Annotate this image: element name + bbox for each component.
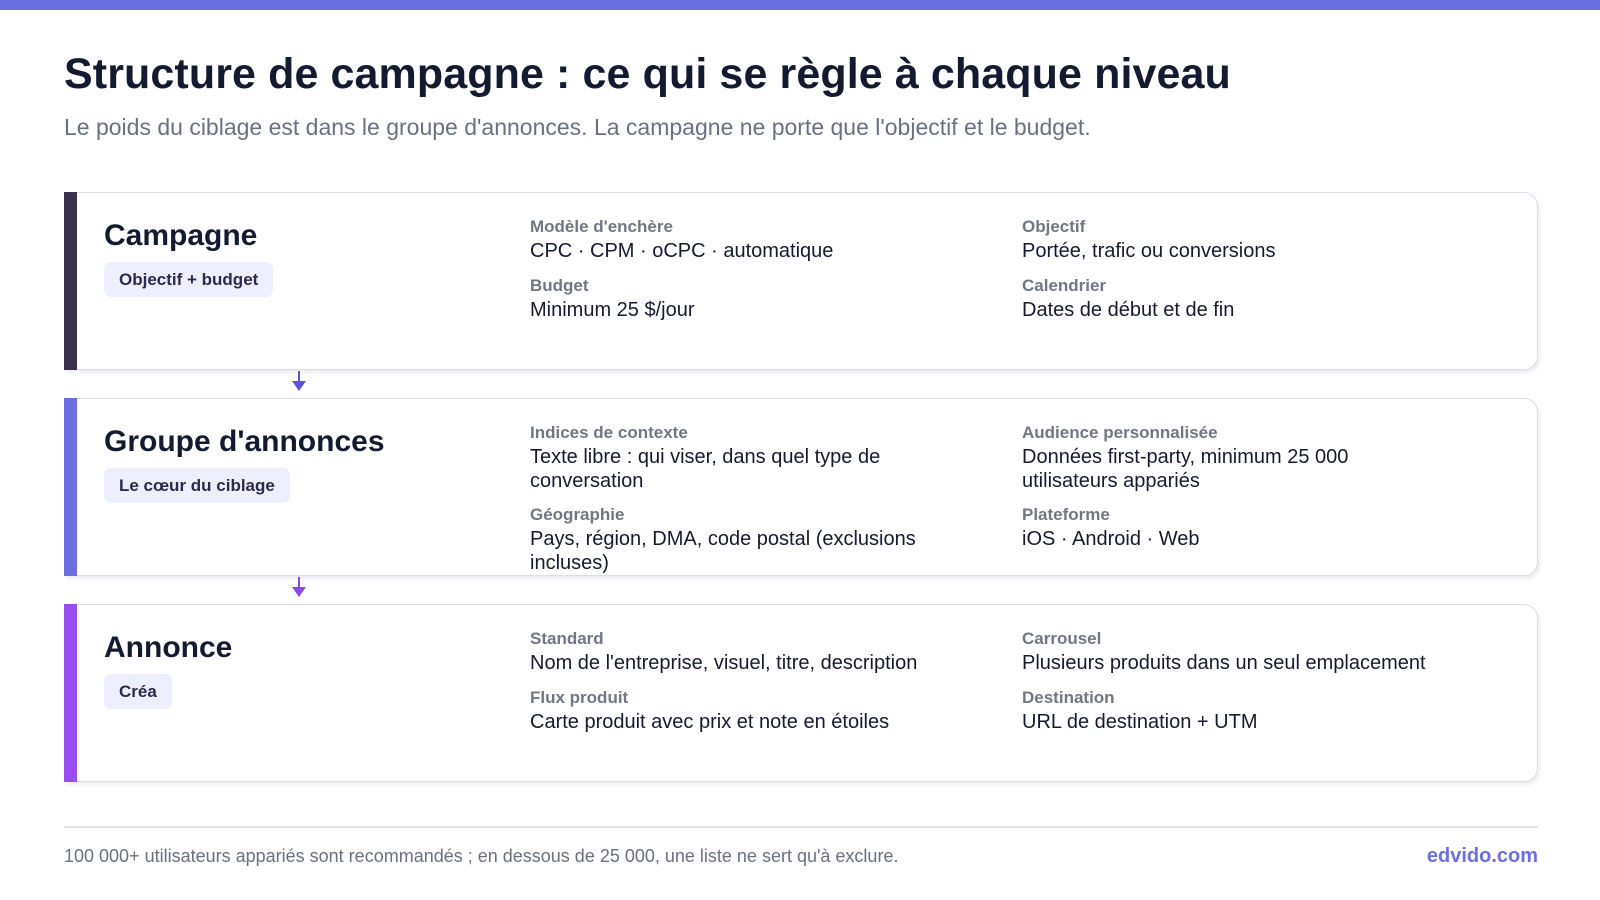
connector-arrowhead [292,381,306,391]
field-label: Indices de contexte [530,423,688,442]
field-label: Audience personnalisée [1022,423,1218,442]
field-product-feed [530,688,940,735]
level-title: Groupe d'annonces [104,425,385,458]
field-budget [530,276,940,323]
field-objective [1022,217,1432,264]
field-label: Modèle d'enchère [530,217,673,236]
level-card-groupe-annonces [64,398,1538,576]
field-label: Flux produit [530,688,629,707]
field-value: CPC · CPM · oCPC · automatique [530,240,834,262]
field-label: Objectif [1022,217,1086,236]
field-platform [1022,505,1432,552]
field-value: Texte libre : qui viser, dans quel type de conversation [530,446,881,492]
field-carousel [1022,629,1432,676]
field-standard [530,629,940,676]
field-bid-model [530,217,940,264]
field-label: Standard [530,629,604,648]
level-title: Annonce [104,631,233,664]
field-value: URL de destination + UTM [1022,711,1258,733]
field-value: Pays, région, DMA, code postal (exclusions incluses) [530,528,916,574]
level-card-annonce [64,604,1538,782]
level-accent-bar [64,192,77,370]
footer-note: 100 000+ utilisateurs appariés sont recommandés ; en dessous de 25 000, une liste ne sert qu'à exclure. [64,846,899,866]
level-card-campagne [64,192,1538,370]
field-context-signals [530,423,940,493]
field-label: Budget [530,276,589,295]
field-label: Carrousel [1022,629,1102,648]
page-subtitle: Le poids du ciblage est dans le groupe d'annonces. La campagne ne porte que l'objectif et le budget. [64,114,1091,140]
page-title: Structure de campagne : ce qui se règle à chaque niveau [64,50,1231,98]
field-label: Destination [1022,688,1115,707]
field-value: Carte produit avec prix et note en étoiles [530,711,890,733]
level-tag: Objectif + budget [104,262,273,297]
field-custom-audience [1022,423,1432,493]
field-value: Plusieurs produits dans un seul emplacement [1022,652,1426,674]
level-accent-bar [64,604,77,782]
field-geography [530,505,940,575]
top-accent-bar [0,0,1600,10]
field-schedule [1022,276,1432,323]
connector-arrowhead [292,587,306,597]
footer-divider [64,826,1538,828]
brand-link[interactable]: edvido.com [1426,845,1538,867]
field-label: Calendrier [1022,276,1107,295]
field-value: Dates de début et de fin [1022,299,1235,321]
field-value: iOS · Android · Web [1022,528,1200,550]
field-label: Plateforme [1022,505,1110,524]
field-label: Géographie [530,505,625,524]
level-title: Campagne [104,219,258,252]
field-value: Minimum 25 $/jour [530,299,695,321]
field-value: Portée, trafic ou conversions [1022,240,1276,262]
field-destination [1022,688,1432,735]
field-value: Données first-party, minimum 25 000 utilisateurs appariés [1022,446,1349,492]
level-accent-bar [64,398,77,576]
level-tag: Le cœur du ciblage [104,468,290,503]
field-value: Nom de l'entreprise, visuel, titre, description [530,652,918,674]
level-tag: Créa [104,674,172,709]
